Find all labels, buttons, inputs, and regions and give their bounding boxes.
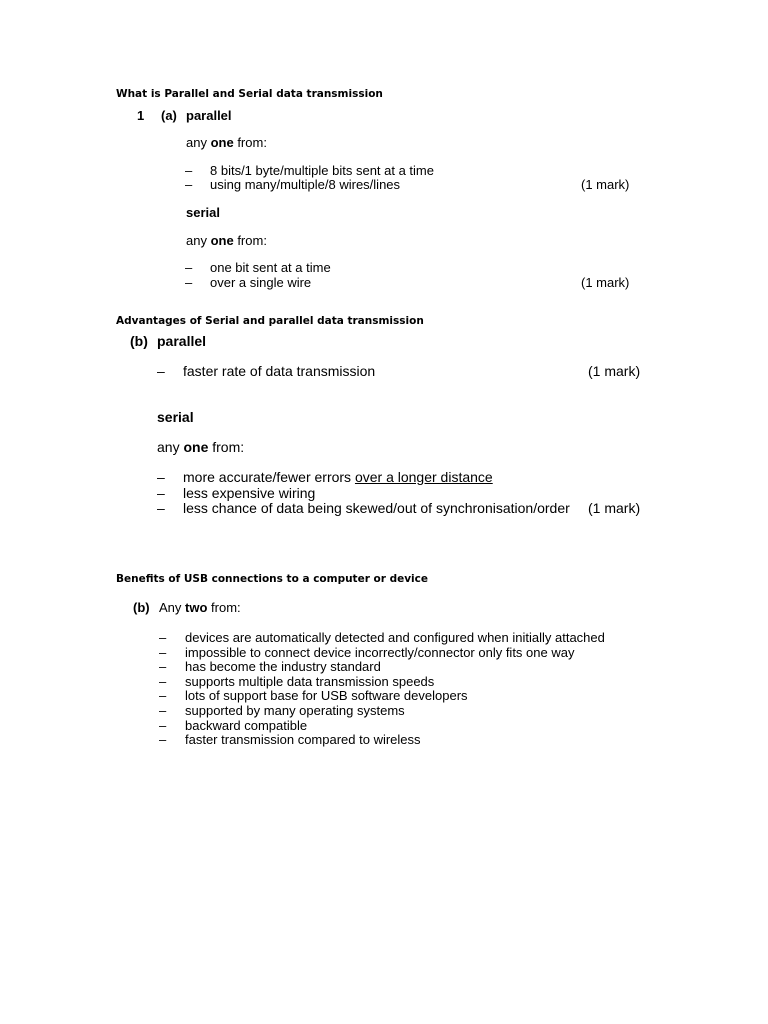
list-item: has become the industry standard: [185, 659, 381, 674]
list-item: faster transmission compared to wireless: [185, 732, 421, 747]
list-item: supported by many operating systems: [185, 703, 405, 718]
section3-title: Benefits of USB connections to a computer or device: [116, 573, 429, 585]
list-item: 8 bits/1 byte/multiple bits sent at a time: [210, 163, 434, 178]
part-label-b: (b): [130, 333, 148, 349]
bullet-dash: –: [157, 500, 165, 516]
bullet-dash: –: [159, 732, 167, 747]
list-item: lots of support base for USB software developers: [185, 688, 468, 703]
bullet-dash: –: [159, 630, 167, 645]
section1-title: What is Parallel and Serial data transmission: [116, 88, 383, 100]
bullet-dash: –: [159, 703, 167, 718]
bullet-dash: –: [185, 177, 193, 192]
parallel-heading: parallel: [157, 333, 207, 349]
mark-label: (1 mark): [581, 275, 630, 290]
list-item: supports multiple data transmission speeds: [185, 674, 435, 689]
list-item: more accurate/fewer errors over a longer distance: [183, 469, 493, 485]
bullet-dash: –: [185, 163, 193, 178]
bullet-dash: –: [159, 674, 167, 689]
bullet-dash: –: [185, 275, 193, 290]
mark-label: (1 mark): [588, 500, 641, 516]
part-label-b: (b): [133, 600, 150, 615]
list-item: less expensive wiring: [183, 485, 316, 501]
list-item: using many/multiple/8 wires/lines: [210, 177, 401, 192]
usb-intro: Any two from:: [159, 600, 241, 615]
section2-title: Advantages of Serial and parallel data transmission: [116, 315, 424, 327]
list-item: one bit sent at a time: [210, 260, 331, 275]
mark-label: (1 mark): [588, 363, 641, 379]
serial-heading: serial: [157, 409, 194, 425]
list-item: impossible to connect device incorrectly/connector only fits one way: [185, 645, 575, 660]
bullet-dash: –: [159, 645, 167, 660]
bullet-dash: –: [185, 260, 193, 275]
serial-heading: serial: [186, 205, 220, 220]
part-label-a: (a): [161, 108, 177, 123]
parallel-heading: parallel: [186, 108, 232, 123]
bullet-dash: –: [157, 363, 165, 379]
serial-intro: any one from:: [186, 233, 267, 248]
bullet-dash: –: [157, 469, 165, 485]
bullet-dash: –: [159, 659, 167, 674]
list-item: over a single wire: [210, 275, 312, 290]
list-item: devices are automatically detected and configured when initially attached: [185, 630, 605, 645]
bullet-dash: –: [157, 485, 165, 501]
question-number: 1: [137, 108, 145, 123]
list-item: faster rate of data transmission: [183, 363, 376, 379]
list-item: backward compatible: [185, 718, 308, 733]
bullet-dash: –: [159, 688, 167, 703]
serial-intro: any one from:: [157, 439, 245, 455]
parallel-intro: any one from:: [186, 135, 267, 150]
mark-label: (1 mark): [581, 177, 630, 192]
list-item: less chance of data being skewed/out of synchronisation/order: [183, 500, 570, 516]
bullet-dash: –: [159, 718, 167, 733]
